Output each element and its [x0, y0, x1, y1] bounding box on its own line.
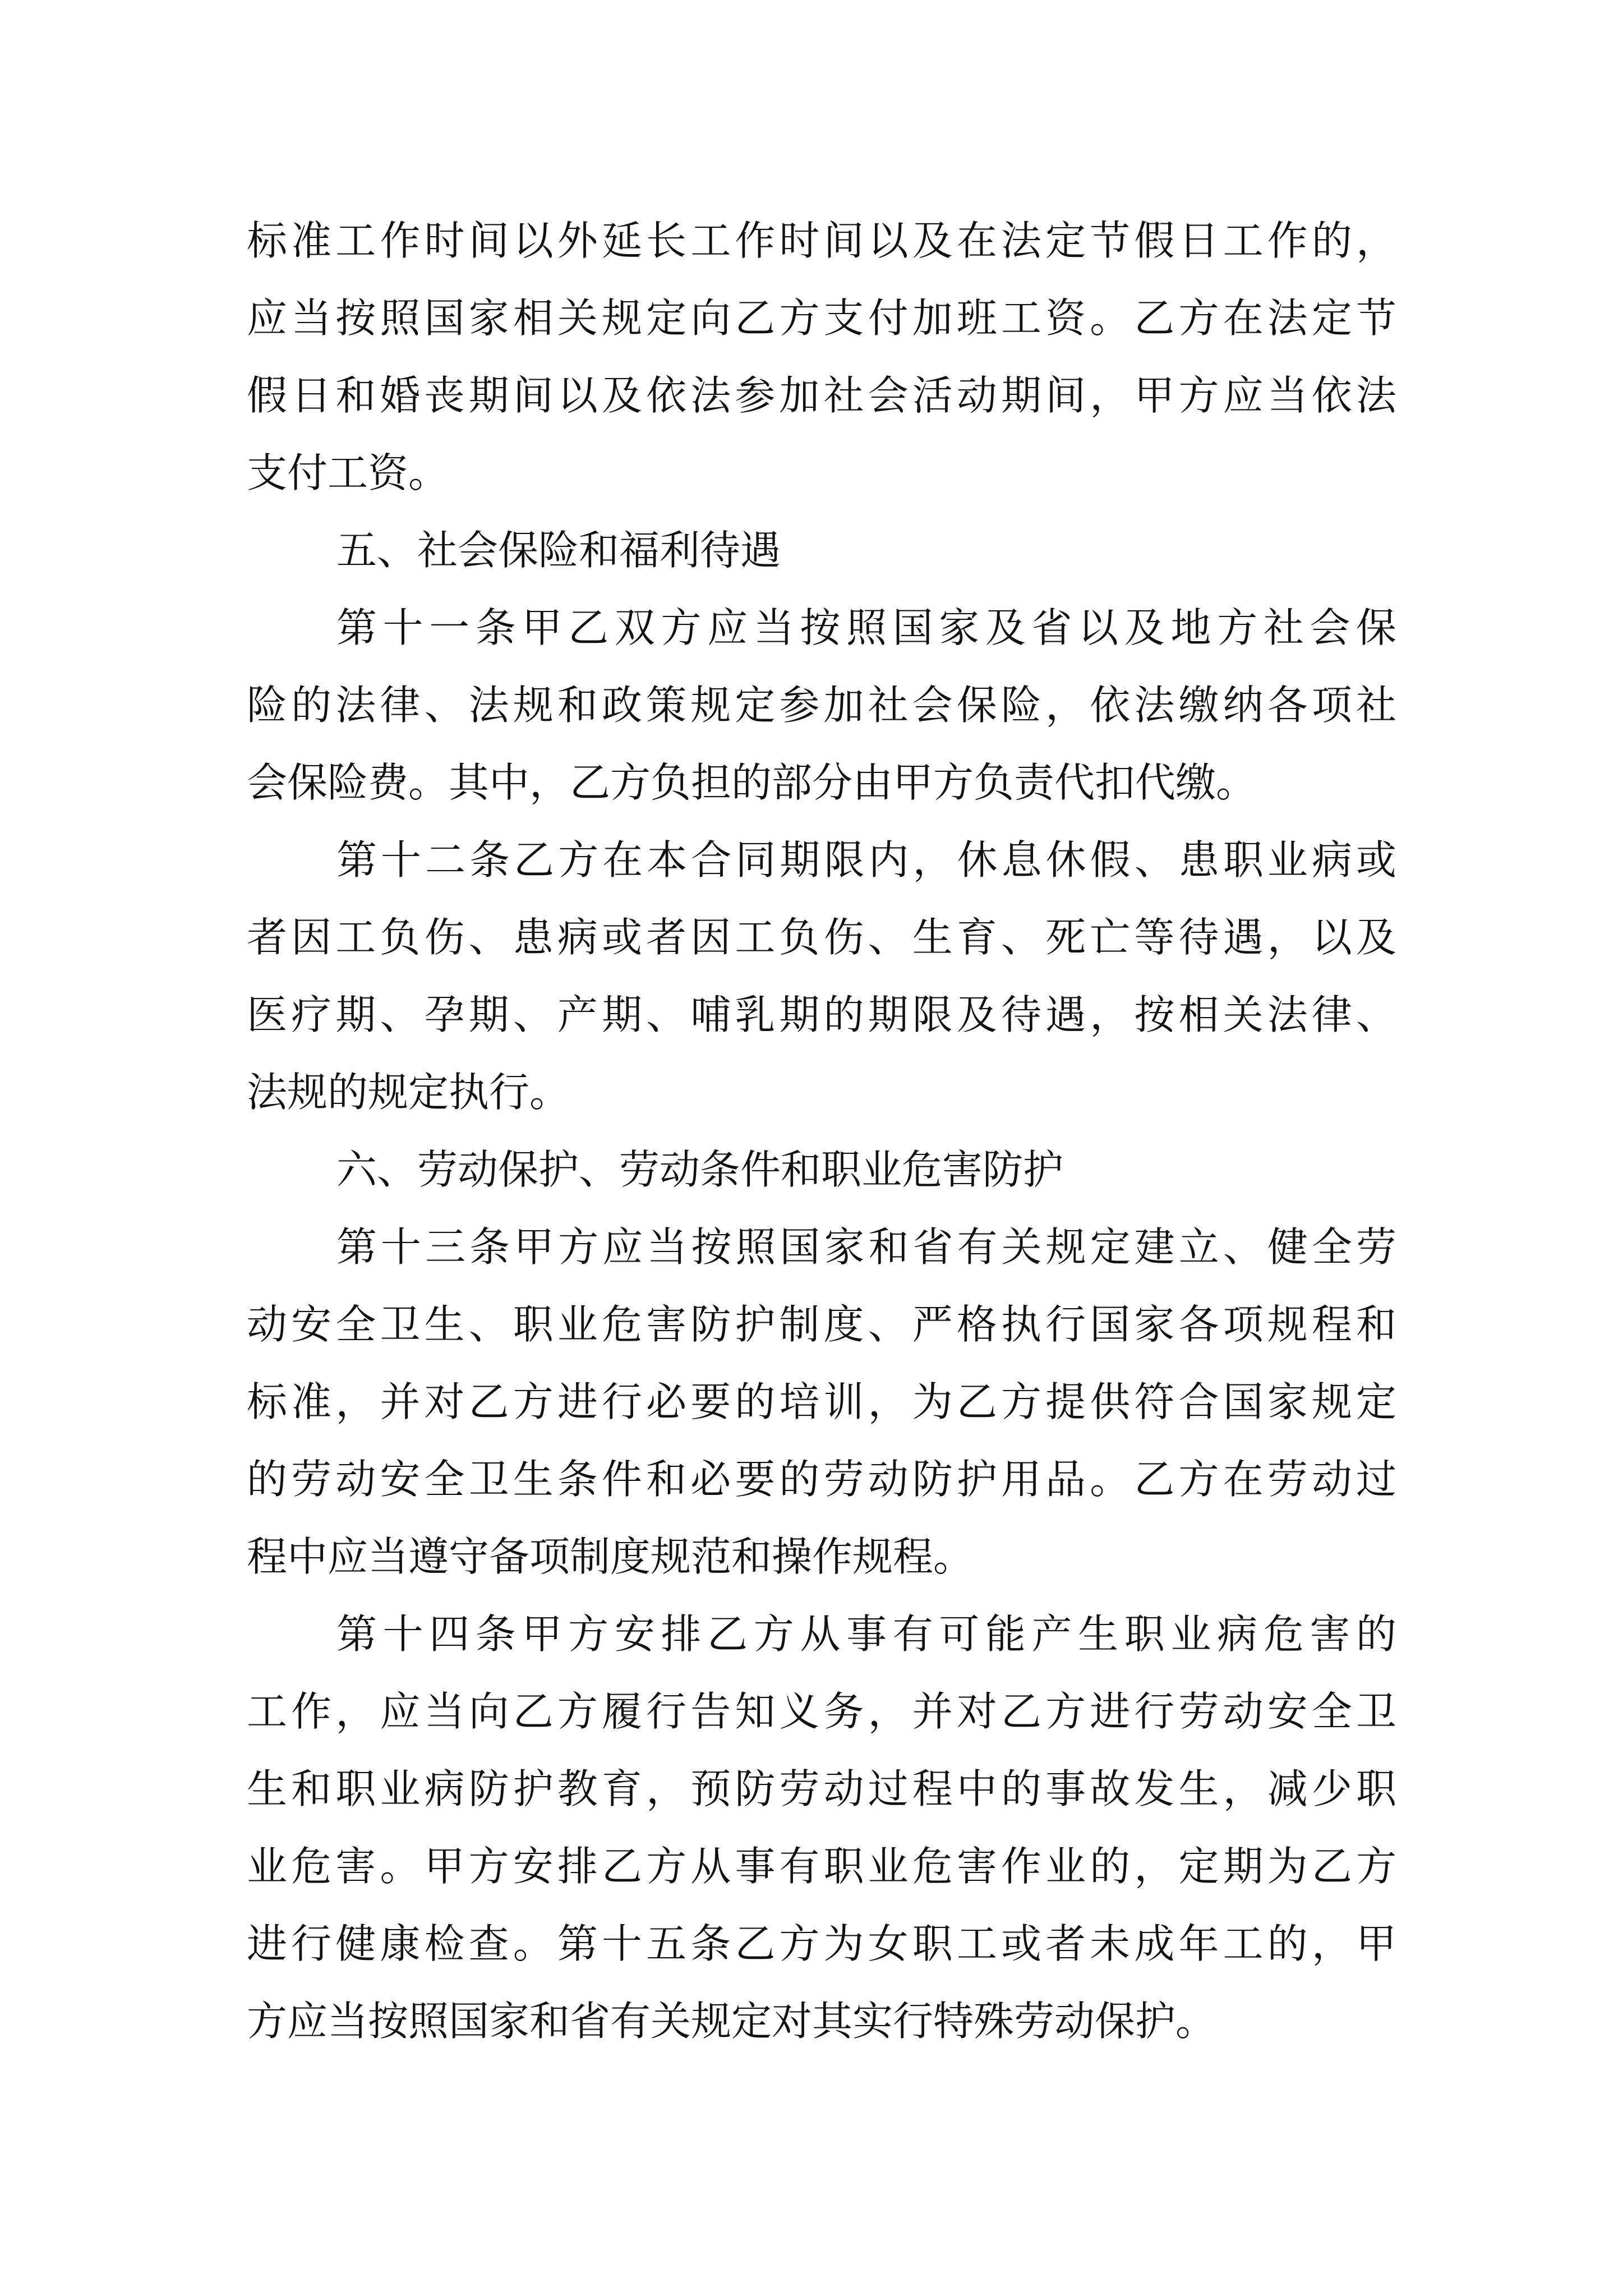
body-line: 动安全卫生、职业危害防护制度、严格执行国家各项规程和 [247, 1301, 1396, 1348]
body-line: 险的法律、法规和政策规定参加社会保险，依法缴纳各项社 [247, 682, 1396, 729]
body-line: 进行健康检查。第十五条乙方为女职工或者未成年工的，甲 [247, 1920, 1396, 1967]
document-body [247, 202, 1396, 2060]
body-line: 的劳动安全卫生条件和必要的劳动防护用品。乙方在劳动过 [247, 1456, 1396, 1503]
body-line: 支付工资。 [247, 449, 449, 496]
body-line: 第十三条甲方应当按照国家和省有关规定建立、健全劳 [336, 1223, 1396, 1271]
body-line: 业危害。甲方安排乙方从事有职业危害作业的，定期为乙方 [247, 1843, 1396, 1890]
body-line: 假日和婚丧期间以及依法参加社会活动期间，甲方应当依法 [247, 372, 1396, 419]
body-line: 第十一条甲乙双方应当按照国家及省以及地方社会保 [336, 604, 1396, 651]
body-line: 医疗期、孕期、产期、哺乳期的期限及待遇，按相关法律、 [247, 991, 1396, 1038]
body-line: 程中应当遵守备项制度规范和操作规程。 [247, 1533, 974, 1580]
section-heading: 六、劳动保护、劳动条件和职业危害防护 [336, 1146, 1064, 1193]
body-line: 者因工负伤、患病或者因工负伤、生育、死亡等待遇，以及 [247, 914, 1396, 961]
body-line: 标准，并对乙方进行必要的培训，为乙方提供符合国家规定 [247, 1378, 1396, 1425]
body-line: 会保险费。其中，乙方负担的部分由甲方负责代扣代缴。 [247, 759, 1257, 806]
body-line: 第十四条甲方安排乙方从事有可能产生职业病危害的 [336, 1611, 1396, 1658]
body-line: 法规的规定执行。 [247, 1069, 570, 1116]
body-line: 方应当按照国家和省有关规定对其实行特殊劳动保护。 [247, 1998, 1216, 2045]
body-line: 生和职业病防护教育，预防劳动过程中的事故发生，减少职 [247, 1765, 1396, 1812]
body-line: 标准工作时间以外延长工作时间以及在法定节假日工作的， [247, 217, 1396, 264]
body-line: 应当按照国家相关规定向乙方支付加班工资。乙方在法定节 [247, 295, 1396, 342]
body-line: 工作，应当向乙方履行告知义务，并对乙方进行劳动安全卫 [247, 1688, 1396, 1735]
section-heading: 五、社会保险和福利待遇 [336, 527, 781, 574]
body-line: 第十二条乙方在本合同期限内，休息休假、患职业病或 [336, 836, 1396, 884]
